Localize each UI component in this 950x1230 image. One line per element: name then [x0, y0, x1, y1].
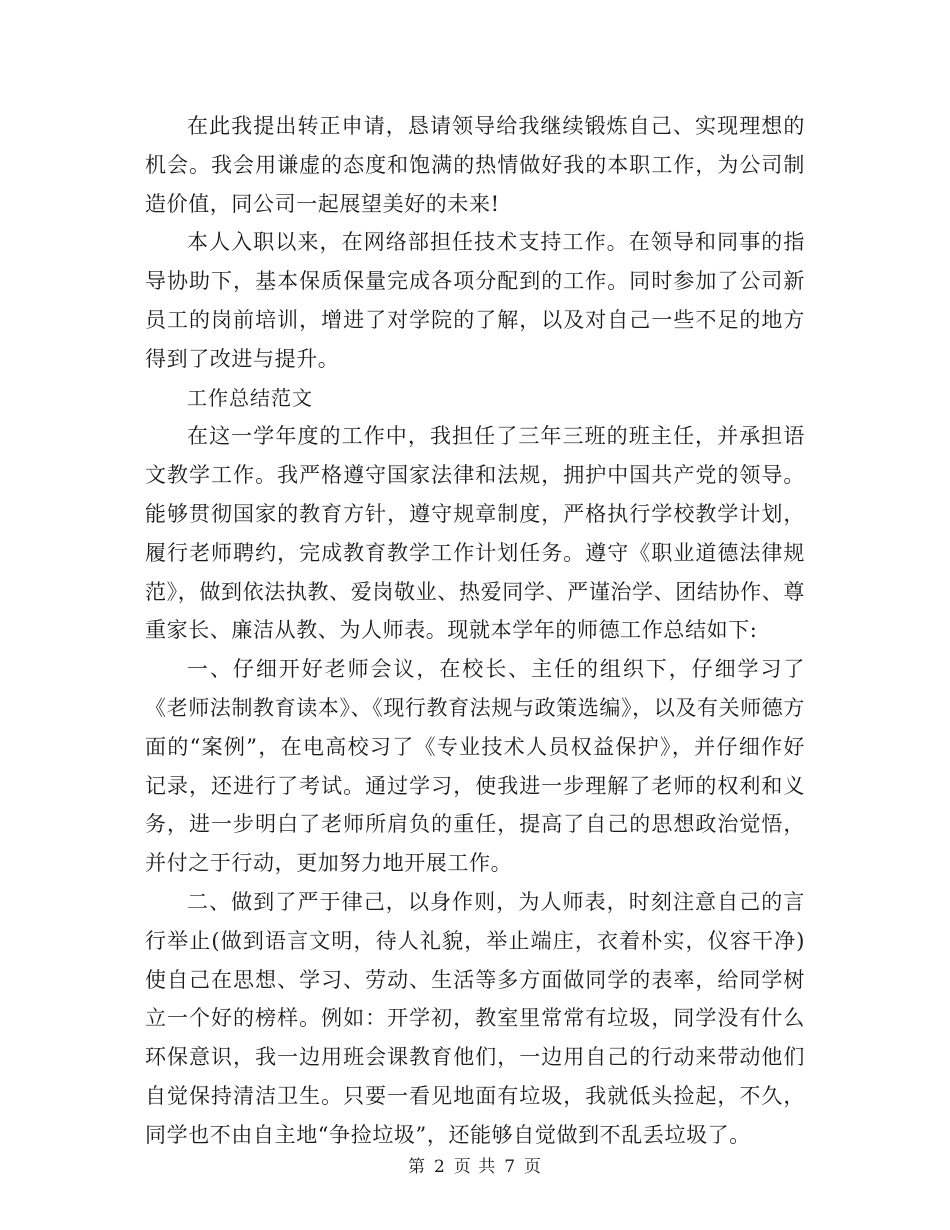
document-body	[145, 107, 805, 1155]
paragraph-probation-request: 在此我提出转正申请，恳请领导给我继续锻炼自己、实现理想的机会。我会用谦虚的态度和饱满的热情做好我的本职工作，为公司制造价值，同公司一起展望美好的未来!	[145, 114, 805, 216]
page-footer	[0, 1152, 950, 1177]
paragraph-point-one: 一、仔细开好老师会议，在校长、主任的组织下，仔细学习了《老师法制教育读本》、《现行教育法规与政策选编》，以及有关师德方面的“案例”，在电高校习了《专业技术人员权益保护》，并仔细作好记录，还进行了考试。通过学习，使我进一步理解了老师的权利和义务，进一步明白了老师所肩负的重任，提高了自己的思想政治觉悟，并付之于行动，更加努力地开展工作。	[145, 657, 805, 876]
paragraph-point-two: 二、做到了严于律己，以身作则，为人师表，时刻注意自己的言行举止(做到语言文明，待人礼貌，举止端庄，衣着朴实，仪容干净)使自己在思想、学习、劳动、生活等多方面做同学的表率，给同学树立一个好的榜样。例如：开学初，教室里常常有垃圾，同学没有什么环保意识，我一边用班会课教育他们，一边用自己的行动来带动他们自觉保持清洁卫生。只要一看见地面有垃圾，我就低头捡起，不久，同学也不由自主地“争捡垃圾”，还能够自觉做到不乱丢垃圾了。	[145, 889, 805, 1147]
footer-suffix: 页	[524, 1157, 543, 1177]
footer-middle: 页 共	[453, 1157, 497, 1177]
footer-prefix: 第	[407, 1157, 426, 1177]
paragraph-summary-intro: 在这一学年度的工作中，我担任了三年三班的班主任，并承担语文教学工作。我严格遵守国家法律和法规，拥护中国共产党的领导。能够贯彻国家的教育方针，遵守规章制度，严格执行学校教学计划，履行老师聘约，完成教育教学工作计划任务。遵守《职业道德法律规范》，做到依法执教、爱岗敬业、热爱同学、严谨治学、团结协作、尊重家长、廉洁从教、为人师表。现就本学年的师德工作总结如下:	[145, 424, 805, 643]
footer-total-pages: 7	[504, 1157, 517, 1177]
section-title: 工作总结范文	[187, 385, 313, 410]
paragraph-self-introduction: 本人入职以来，在网络部担任技术支持工作。在领导和同事的指导协助下，基本保质保量完成各项分配到的工作。同时参加了公司新员工的岗前培训，增进了对学院的了解，以及对自己一些不足的地方得到了改进与提升。	[145, 230, 805, 371]
footer-current-page: 2	[433, 1157, 446, 1177]
